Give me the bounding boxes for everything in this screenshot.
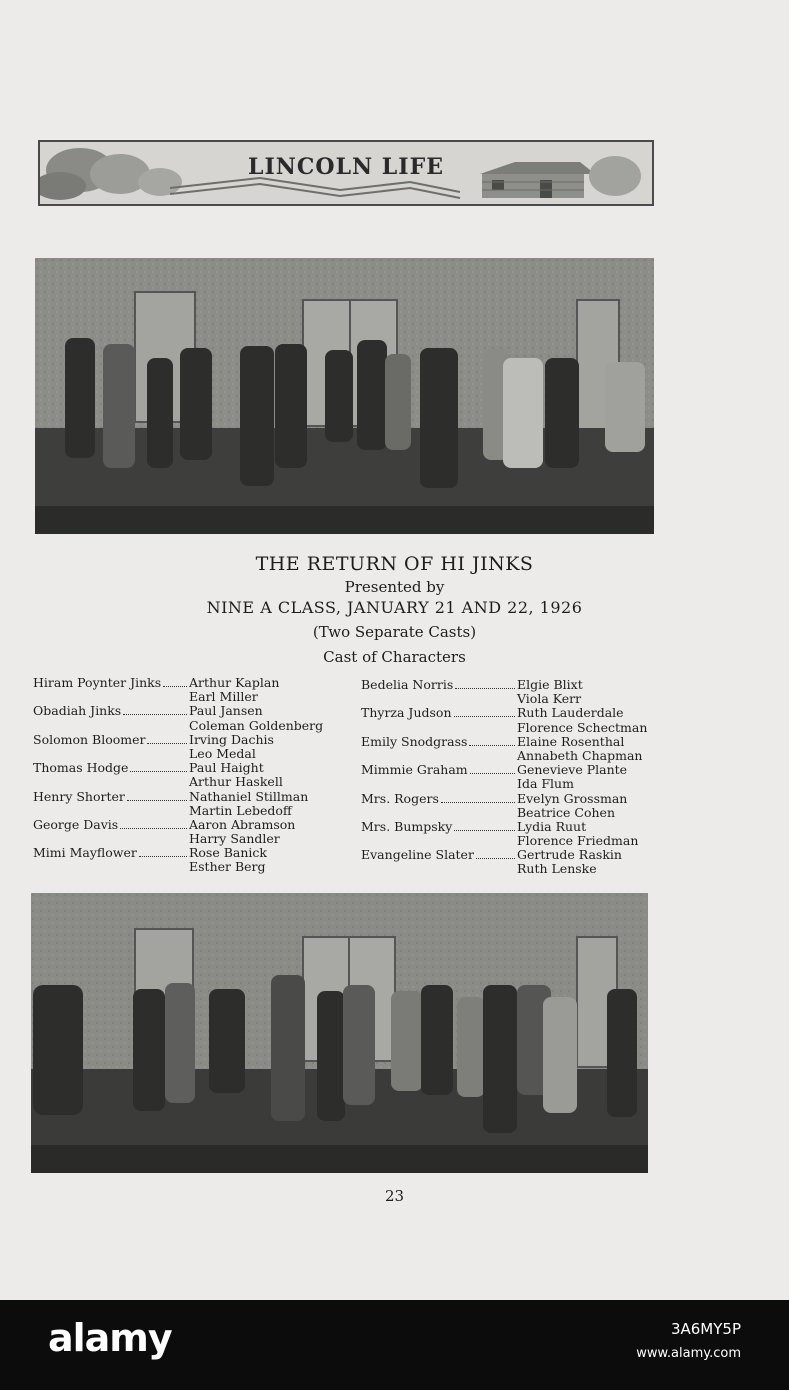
actor-name: Elaine Rosenthal <box>517 733 625 749</box>
character-role: Emily Snodgrass <box>361 733 468 749</box>
watermark-logo: alamy <box>48 1316 172 1360</box>
actor-name: Nathaniel Stillman <box>189 788 309 804</box>
cast-entry <box>33 676 363 704</box>
cast-heading: Cast of Characters <box>323 648 466 666</box>
character-role: Evangeline Slater <box>361 847 474 863</box>
leader-dots <box>470 763 515 774</box>
lincoln-life-banner <box>38 140 654 206</box>
actor-name: Annabeth Chapman <box>517 747 643 763</box>
actor-name: Paul Haight <box>189 760 264 776</box>
actor-name: Elgie Blixt <box>517 677 583 692</box>
cast-entry <box>361 820 661 848</box>
actor-name: Ruth Lauderdale <box>517 705 624 721</box>
cast-entry <box>33 761 363 789</box>
cast-entry <box>33 818 363 846</box>
actor-name: Ida Flum <box>517 776 574 792</box>
character-role: Thyrza Judson <box>361 705 452 721</box>
stage-photo-cast-one <box>35 258 654 534</box>
cast-entry <box>361 706 661 734</box>
actor-name: Evelyn Grossman <box>517 790 628 806</box>
character-role: Mimi Mayflower <box>33 845 137 861</box>
character-role: Bedelia Norris <box>361 677 454 692</box>
cast-entry <box>361 848 661 876</box>
leader-dots <box>147 733 187 744</box>
character-role: Mimmie Graham <box>361 762 468 778</box>
actor-name: Aaron Abramson <box>189 816 296 832</box>
cast-entry <box>33 704 363 732</box>
cast-list-right <box>361 678 661 877</box>
actor-name: Martin Lebedoff <box>189 802 292 818</box>
leader-dots <box>123 704 187 715</box>
actor-name: Leo Medal <box>189 745 256 761</box>
cast-entry <box>33 733 363 761</box>
leader-dots <box>455 678 515 689</box>
leader-dots <box>469 735 515 746</box>
character-role: Obadiah Jinks <box>33 703 122 719</box>
actor-name: Lydia Ruut <box>517 818 587 834</box>
page-number: 23 <box>384 1187 405 1205</box>
actor-name: Arthur Kaplan <box>189 675 280 690</box>
character-role: Mrs. Rogers <box>361 790 439 806</box>
cast-entry <box>361 735 661 763</box>
character-role: Thomas Hodge <box>33 760 129 776</box>
actor-name: Earl Miller <box>189 689 258 705</box>
leader-dots <box>454 706 515 717</box>
character-role: Hiram Poynter Jinks <box>33 675 162 690</box>
actor-name: Florence Schectman <box>517 719 648 735</box>
leader-dots <box>127 790 187 801</box>
cast-entry <box>361 678 661 706</box>
character-role: George Davis <box>33 816 119 832</box>
actor-name: Irving Dachis <box>189 731 274 747</box>
leader-dots <box>476 848 515 859</box>
leader-dots <box>130 761 187 772</box>
leader-dots <box>163 676 187 687</box>
leader-dots <box>120 818 187 829</box>
character-role: Mrs. Bumpsky <box>361 818 453 834</box>
watermark-image-id: 3A6MY5P <box>670 1320 741 1338</box>
stage-photo-cast-two <box>31 893 648 1173</box>
play-title: THE RETURN OF HI JINKS <box>255 553 534 575</box>
actor-name: Gertrude Raskin <box>517 847 622 863</box>
casts-note: (Two Separate Casts) <box>312 623 477 641</box>
class-date-line: NINE A CLASS, JANUARY 21 AND 22, 1926 <box>206 598 583 617</box>
banner-title: LINCOLN LIFE <box>248 154 444 180</box>
actor-name: Genevieve Plante <box>517 762 628 778</box>
leader-dots <box>441 792 515 803</box>
actor-name: Florence Friedman <box>517 833 639 849</box>
cast-entry <box>33 790 363 818</box>
character-role: Henry Shorter <box>33 788 125 804</box>
actor-name: Beatrice Cohen <box>517 804 615 820</box>
leader-dots <box>139 846 187 857</box>
presented-by-text: Presented by <box>344 578 445 596</box>
actor-name: Esther Berg <box>189 859 266 875</box>
cast-list-left <box>33 676 363 875</box>
actor-name: Paul Jansen <box>189 703 263 719</box>
actor-name: Harry Sandler <box>189 831 280 847</box>
cast-entry <box>361 763 661 791</box>
actor-name: Rose Banick <box>189 845 267 861</box>
actor-name: Ruth Lenske <box>517 861 597 877</box>
character-role: Solomon Bloomer <box>33 731 146 747</box>
cast-entry <box>361 792 661 820</box>
cast-entry <box>33 846 363 874</box>
watermark-url: www.alamy.com <box>636 1346 741 1361</box>
actor-name: Viola Kerr <box>517 691 582 707</box>
actor-name: Arthur Haskell <box>189 774 283 790</box>
leader-dots <box>454 820 515 831</box>
actor-name: Coleman Goldenberg <box>189 717 324 733</box>
